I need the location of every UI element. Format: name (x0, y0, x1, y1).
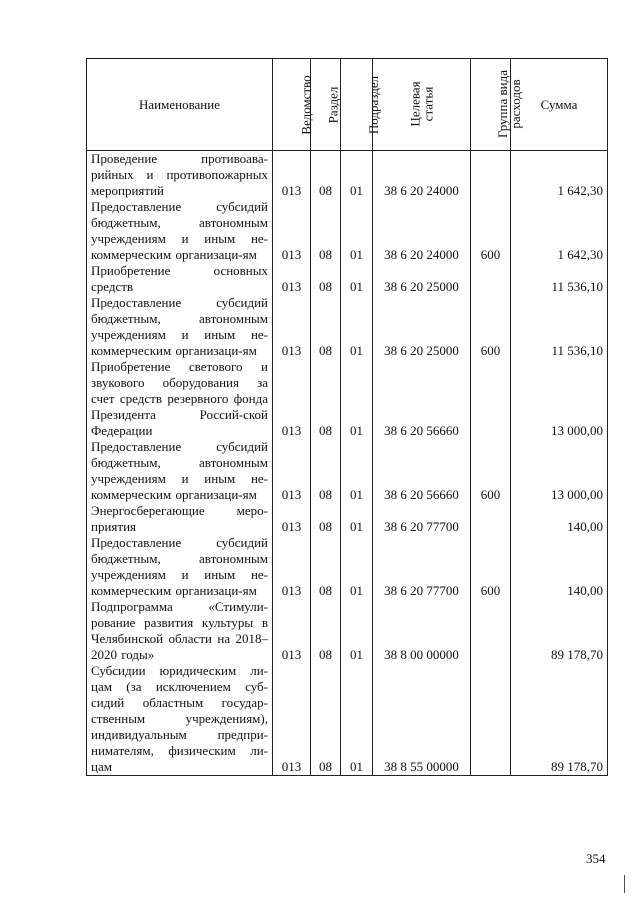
row-subsection: 01 (341, 503, 373, 535)
row-name: Проведение противоава-рийных и противопожарных мероприятий (87, 151, 273, 200)
row-section: 08 (311, 359, 341, 439)
row-target: 38 8 00 00000 (373, 599, 471, 663)
row-group: 600 (471, 535, 511, 599)
row-subsection: 01 (341, 599, 373, 663)
table-header-row (87, 59, 608, 151)
row-target: 38 6 20 24000 (373, 199, 471, 263)
header-dept: Ведомство (273, 59, 311, 151)
row-target: 38 6 20 24000 (373, 151, 471, 200)
row-target: 38 6 20 25000 (373, 295, 471, 359)
row-subsection: 01 (341, 663, 373, 776)
row-group (471, 359, 511, 439)
page-number: 354 (586, 851, 606, 866)
row-sum: 89 178,70 (511, 663, 608, 776)
row-target: 38 6 20 56660 (373, 439, 471, 503)
row-subsection: 01 (341, 151, 373, 200)
row-sum: 13 000,00 (511, 439, 608, 503)
row-sum: 140,00 (511, 503, 608, 535)
row-section: 08 (311, 439, 341, 503)
budget-table (86, 58, 608, 776)
row-dept: 013 (273, 151, 311, 200)
row-dept: 013 (273, 663, 311, 776)
row-name: Субсидии юридическим ли-цам (за исключением суб-сидий областным государ-ственным учреждениям), индивидуальным предпри-нимателям, физическим ли-цам (87, 663, 273, 776)
row-name: Предоставление субсидий бюджетным, автономным учреждениям и иным не-коммерческим организаци-ям (87, 535, 273, 599)
row-name: Предоставление субсидий бюджетным, автономным учреждениям и иным не-коммерческим организаци-ям (87, 199, 273, 263)
row-sum: 11 536,10 (511, 295, 608, 359)
row-subsection: 01 (341, 199, 373, 263)
row-name: Предоставление субсидий бюджетным, автономным учреждениям и иным не-коммерческим организаци-ям (87, 295, 273, 359)
row-subsection: 01 (341, 359, 373, 439)
row-sum: 140,00 (511, 535, 608, 599)
row-section: 08 (311, 599, 341, 663)
row-sum: 13 000,00 (511, 359, 608, 439)
row-dept: 013 (273, 599, 311, 663)
row-name: Энергосберегающие меро-приятия (87, 503, 273, 535)
row-subsection: 01 (341, 535, 373, 599)
header-sum: Сумма (511, 59, 608, 151)
table-row (87, 359, 608, 439)
row-group: 600 (471, 439, 511, 503)
row-name: Подпрограмма «Стимули-рование развития культуры в Челябинской области на 2018–2020 годы» (87, 599, 273, 663)
table-row (87, 439, 608, 503)
table-row (87, 663, 608, 776)
row-subsection: 01 (341, 439, 373, 503)
margin-line (624, 875, 625, 893)
row-dept: 013 (273, 199, 311, 263)
row-section: 08 (311, 151, 341, 200)
table-row (87, 295, 608, 359)
row-subsection: 01 (341, 295, 373, 359)
table-row (87, 599, 608, 663)
header-name: Наименование (87, 59, 273, 151)
table-row (87, 151, 608, 200)
row-target: 38 6 20 56660 (373, 359, 471, 439)
header-section: Раздел (311, 59, 341, 151)
header-group: Группа вида расходов (471, 59, 511, 151)
header-target: Целевая статья (373, 59, 471, 151)
table-row (87, 199, 608, 263)
row-sum: 89 178,70 (511, 599, 608, 663)
row-section: 08 (311, 535, 341, 599)
row-name: Приобретение светового и звукового оборудования за счет средств резервного фонда Президента Россий-ской Федерации (87, 359, 273, 439)
row-group (471, 599, 511, 663)
row-name: Приобретение основных средств (87, 263, 273, 295)
row-section: 08 (311, 199, 341, 263)
table-row (87, 503, 608, 535)
row-dept: 013 (273, 535, 311, 599)
row-dept: 013 (273, 263, 311, 295)
row-sum: 11 536,10 (511, 263, 608, 295)
row-target: 38 6 20 77700 (373, 535, 471, 599)
row-section: 08 (311, 295, 341, 359)
row-dept: 013 (273, 295, 311, 359)
row-sum: 1 642,30 (511, 199, 608, 263)
row-target: 38 6 20 25000 (373, 263, 471, 295)
row-group (471, 263, 511, 295)
row-target: 38 8 55 00000 (373, 663, 471, 776)
row-subsection: 01 (341, 263, 373, 295)
row-dept: 013 (273, 439, 311, 503)
row-group (471, 663, 511, 776)
table-row (87, 535, 608, 599)
row-group (471, 151, 511, 200)
header-subsection: Подраздел (341, 59, 373, 151)
row-section: 08 (311, 263, 341, 295)
row-target: 38 6 20 77700 (373, 503, 471, 535)
row-section: 08 (311, 663, 341, 776)
row-sum: 1 642,30 (511, 151, 608, 200)
row-name: Предоставление субсидий бюджетным, автономным учреждениям и иным не-коммерческим организаци-ям (87, 439, 273, 503)
row-dept: 013 (273, 503, 311, 535)
row-section: 08 (311, 503, 341, 535)
row-group (471, 503, 511, 535)
row-group: 600 (471, 295, 511, 359)
row-group: 600 (471, 199, 511, 263)
table-row (87, 263, 608, 295)
row-dept: 013 (273, 359, 311, 439)
